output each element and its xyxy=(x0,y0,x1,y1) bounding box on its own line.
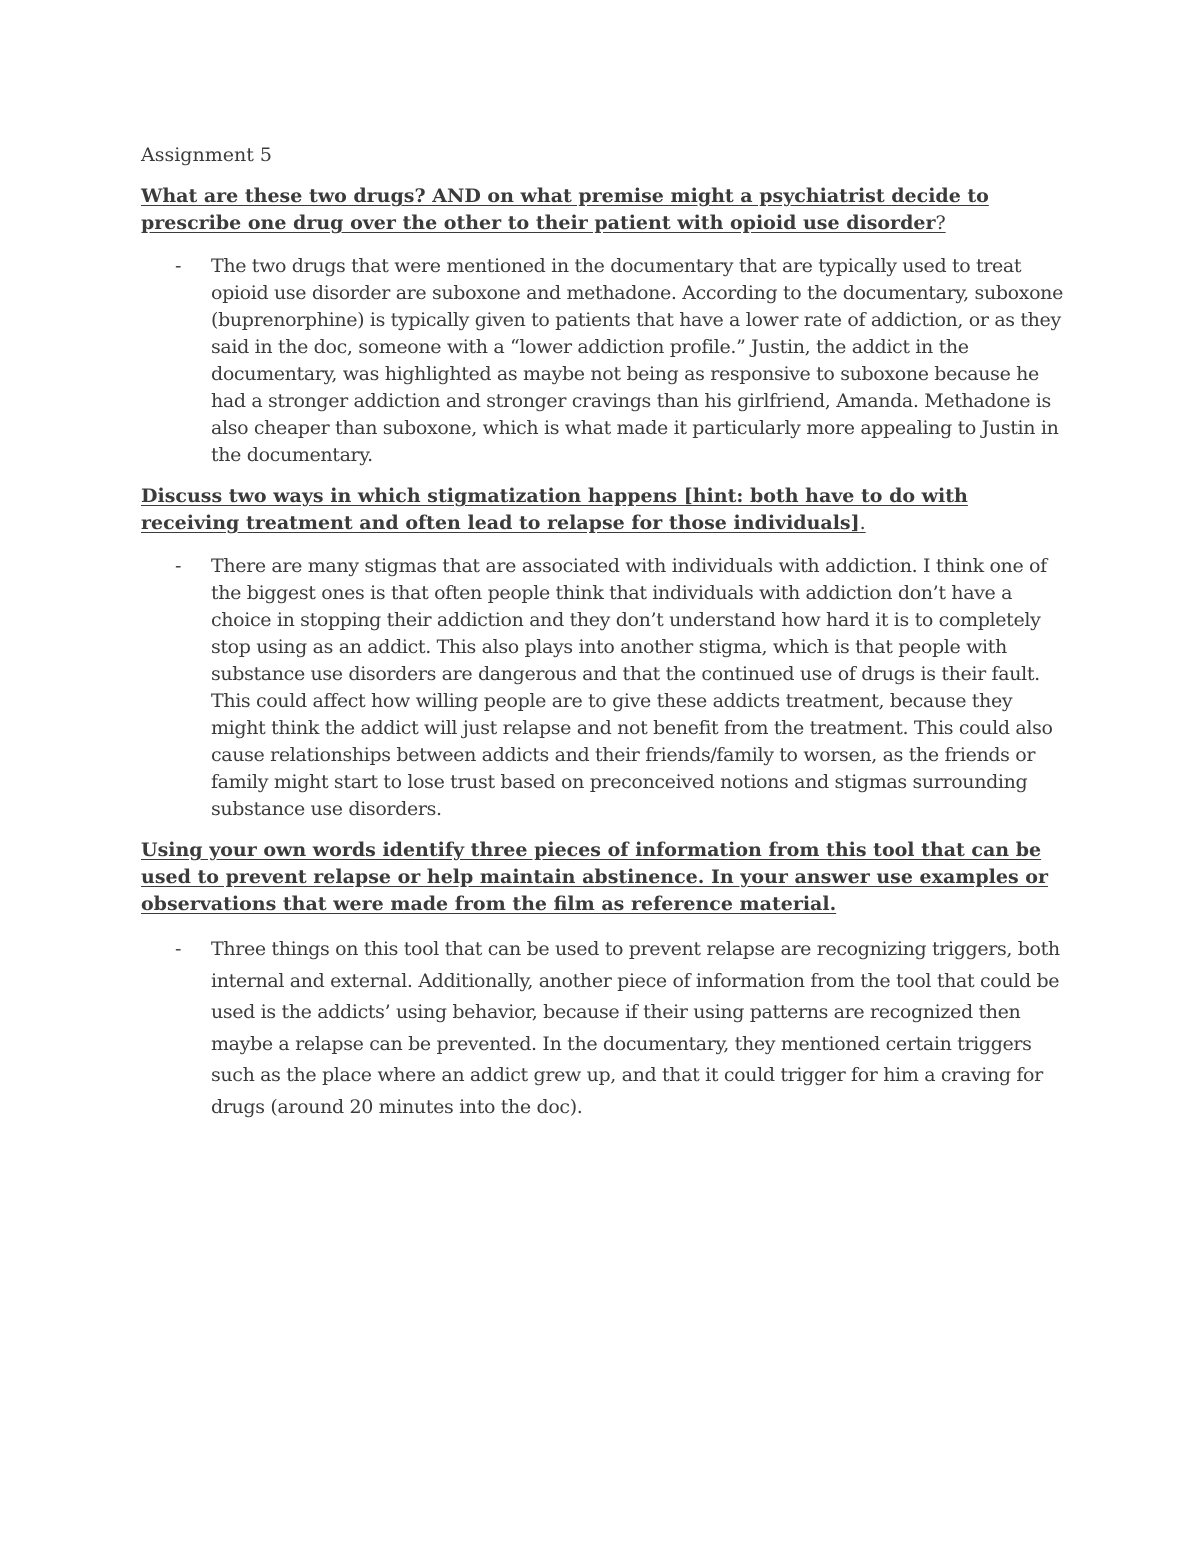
question-2 xyxy=(141,483,1066,537)
answer-1 xyxy=(141,253,1066,469)
question-3 xyxy=(141,837,1066,918)
answer-3-bullet: - xyxy=(175,938,182,960)
answer-2 xyxy=(141,553,1066,823)
answer-1-text: The two drugs that were mentioned in the documentary that are typically used to treat opioid use disorder are suboxone and methadone. According to the documentary, suboxone (buprenorphine) is typically given to patients that have a lower rate of addiction, or as they said in the doc, someone with a “lower addiction profile.” Justin, the addict in the documentary, was highlighted as maybe not being as responsive to suboxone because he had a stronger addiction and stronger cravings than his girlfriend, Amanda. Methadone is also cheaper than suboxone, which is what made it particularly more appealing to Justin in the documentary. xyxy=(211,255,1063,466)
answer-3-text: Three things on this tool that can be used to prevent relapse are recognizing triggers, both internal and external. Additionally, another piece of information from the tool that could be used is the addicts’ using behavior, because if their using patterns are recognized then maybe a relapse can be prevented. In the documentary, they mentioned certain triggers such as the place where an addict grew up, and that it could trigger for him a craving for drugs (around 20 minutes into the doc). xyxy=(211,938,1060,1118)
answer-1-bullet: - xyxy=(175,255,182,277)
question-3-text: Using your own words identify three pieces of information from this tool that can be used to prevent relapse or help maintain abstinence. In your answer use examples or observations that were made from the film as reference material. xyxy=(141,839,1048,915)
document-title: Assignment 5 xyxy=(141,144,272,166)
question-1-text: What are these two drugs? AND on what premise might a psychiatrist decide to prescribe one drug over the other to their patient with opioid use disorder xyxy=(141,185,989,234)
answer-2-bullet: - xyxy=(175,555,182,577)
answer-2-text: There are many stigmas that are associated with individuals with addiction. I think one of the biggest ones is that often people think that individuals with addiction don’t have a choice in stopping their addiction and they don’t understand how hard it is to completely stop using as an addict. This also plays into another stigma, which is that people with substance use disorders are dangerous and that the continued use of drugs is their fault. This could affect how willing people are to give these addicts treatment, because they might think the addict will just relapse and not benefit from the treatment. This could also cause relationships between addicts and their friends/family to worsen, as the friends or family might start to lose trust based on preconceived notions and stigmas surrounding substance use disorders. xyxy=(211,555,1053,820)
question-2-text: Discuss two ways in which stigmatization happens [hint: both have to do with receiving treatment and often lead to relapse for those individuals] xyxy=(141,485,968,534)
question-1-tail: ? xyxy=(935,212,946,234)
document-page xyxy=(141,142,1066,1137)
question-1 xyxy=(141,183,1066,237)
question-2-tail: . xyxy=(859,512,866,534)
answer-3 xyxy=(141,934,1066,1123)
